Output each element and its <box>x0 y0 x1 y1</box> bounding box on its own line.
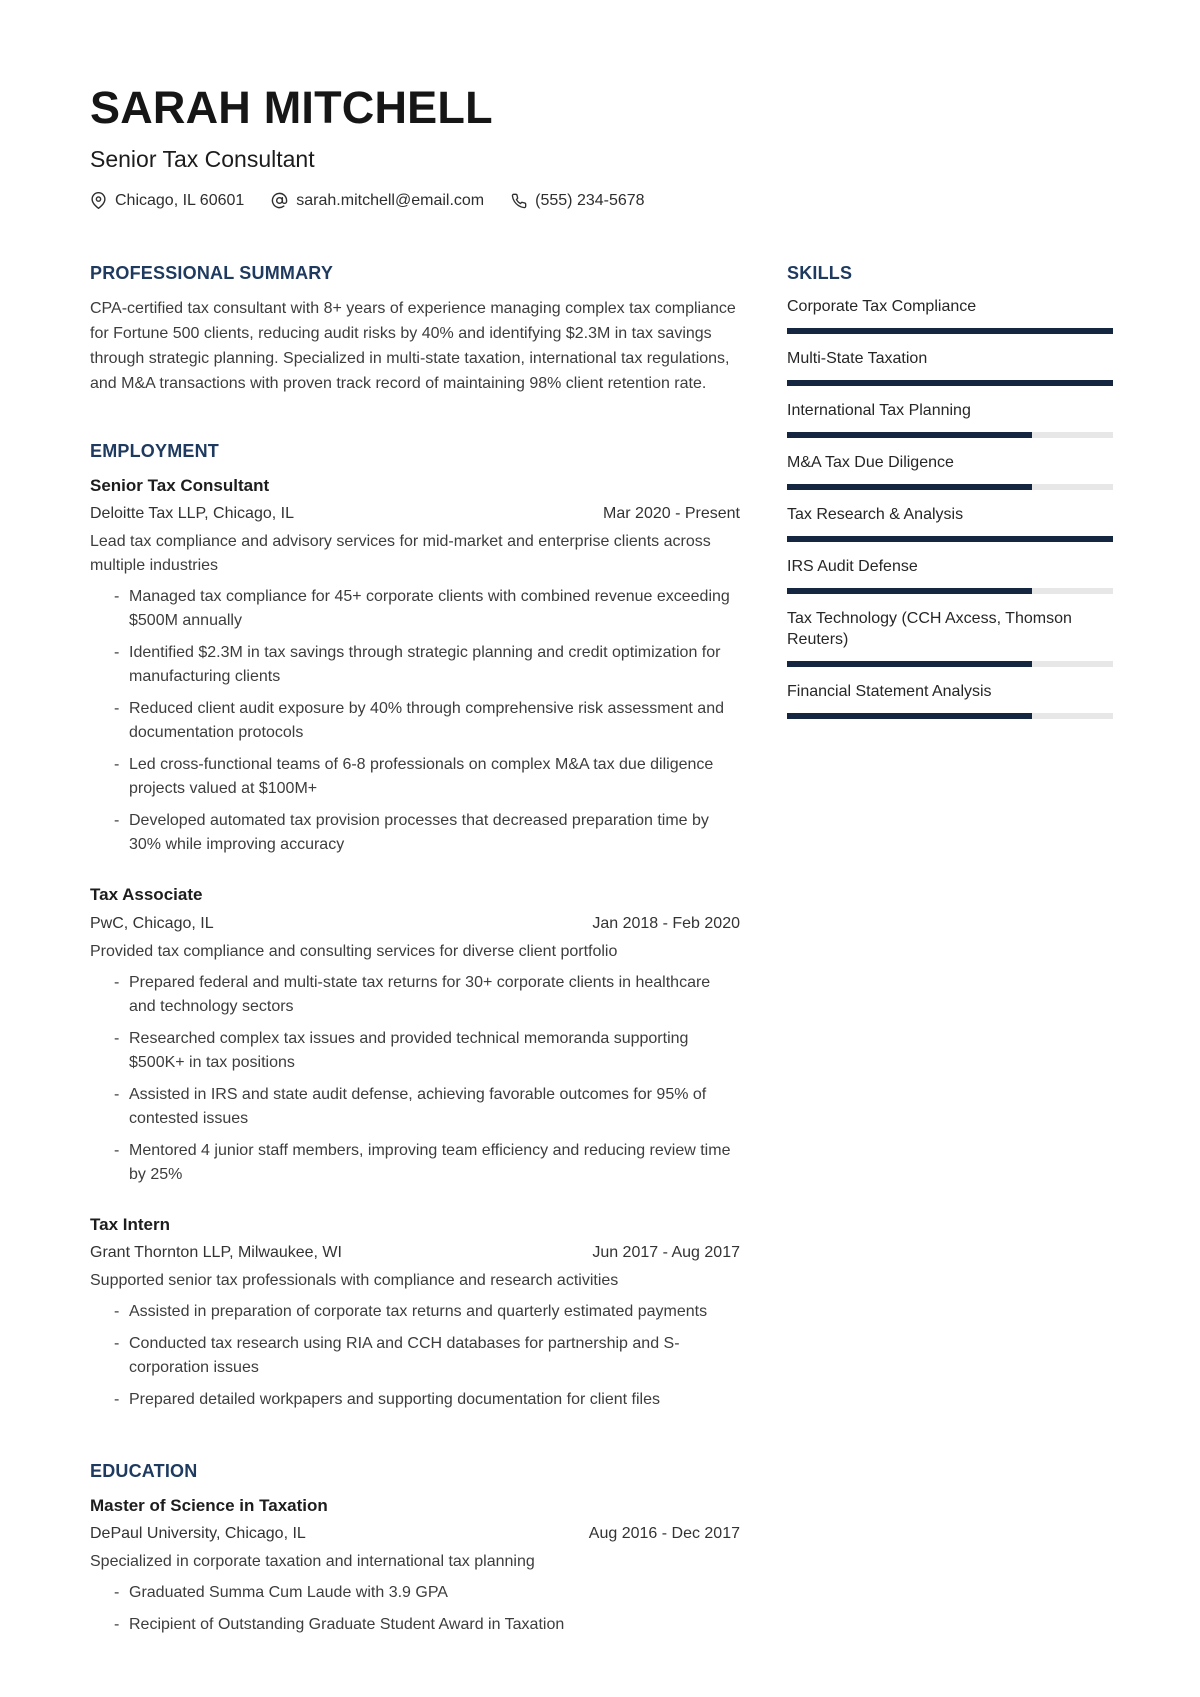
location-text: Chicago, IL 60601 <box>115 191 245 209</box>
school-name: DePaul University, Chicago, IL <box>90 1524 306 1542</box>
job-description: Supported senior tax professionals with compliance and research activities <box>90 1271 619 1289</box>
job-title: Tax Intern <box>90 1214 170 1234</box>
bullet-item: - Prepared detailed workpapers and supporting documentation for client files <box>114 1388 740 1412</box>
skill-label: Corporate Tax Compliance <box>787 298 977 316</box>
skill-label: International Tax Planning <box>787 402 971 420</box>
job-meta-row <box>90 503 740 525</box>
skill-item <box>787 348 1113 386</box>
skill-label: Multi-State Taxation <box>787 350 928 368</box>
summary-section <box>90 264 740 397</box>
email-text: sarah.mitchell@email.com <box>296 191 485 209</box>
bullet-item: - Graduated Summa Cum Laude with 3.9 GPA <box>114 1581 740 1605</box>
skill-item <box>787 452 1113 490</box>
skill-bar-track <box>787 588 1113 594</box>
contact-location <box>90 192 244 210</box>
education-entry <box>90 1495 740 1637</box>
skill-bar-fill <box>787 484 1032 490</box>
education-dates: Aug 2016 - Dec 2017 <box>588 1524 740 1542</box>
education-description: Specialized in corporate taxation and international tax planning <box>90 1552 535 1570</box>
job-company: Grant Thornton LLP, Milwaukee, WI <box>90 1243 342 1261</box>
contact-phone <box>511 192 644 210</box>
person-title: Senior Tax Consultant <box>90 146 315 173</box>
contact-row <box>90 192 1113 210</box>
map-pin-icon <box>90 192 107 209</box>
job-description: Provided tax compliance and consulting services for diverse client portfolio <box>90 942 618 960</box>
skill-bar-track <box>787 661 1113 667</box>
job-entry <box>90 884 740 1186</box>
contact-email <box>271 192 484 210</box>
job-description: Lead tax compliance and advisory services for mid-market and enterprise clients across multiple industries <box>90 533 711 575</box>
skill-label: M&A Tax Due Diligence <box>787 454 954 472</box>
skill-label: Tax Technology (CCH Axcess, Thomson Reuters) <box>787 610 1072 649</box>
bullet-item: - Assisted in IRS and state audit defense, achieving favorable outcomes for 95% of contested issues <box>114 1083 740 1131</box>
bullet-item: - Recipient of Outstanding Graduate Student Award in Taxation <box>114 1613 740 1637</box>
job-dates: Jan 2018 - Feb 2020 <box>592 914 740 932</box>
education-section <box>90 1462 740 1637</box>
bullet-item: - Prepared federal and multi-state tax returns for 30+ corporate clients in healthcare and technology sectors <box>114 971 740 1019</box>
bullet-item: - Conducted tax research using RIA and CCH databases for partnership and S-corporation issues <box>114 1332 740 1380</box>
summary-text: CPA-certified tax consultant with 8+ years of experience managing complex tax compliance for Fortune 500 clients, reducing audit risks by 40% and identifying $2.3M in tax savings through strategic planning. Specialized in multi-state taxation, international tax regulations, and M&A transactions with proven track record of maintaining 98% client retention rate. <box>90 300 736 393</box>
skill-label: IRS Audit Defense <box>787 558 918 576</box>
phone-icon <box>511 193 527 209</box>
skill-bar-track <box>787 380 1113 386</box>
skill-item <box>787 400 1113 438</box>
skills-sidebar <box>787 264 1113 1645</box>
skill-bar-fill <box>787 432 1032 438</box>
education-bullets <box>90 1581 740 1637</box>
skill-label: Financial Statement Analysis <box>787 683 992 701</box>
education-heading: EDUCATION <box>90 1460 198 1481</box>
bullet-item: - Mentored 4 junior staff members, improving team efficiency and reducing review time by 25% <box>114 1139 740 1187</box>
skill-item <box>787 504 1113 542</box>
at-sign-icon <box>271 192 288 209</box>
skill-bar-track <box>787 713 1113 719</box>
bullet-item: - Managed tax compliance for 45+ corporate clients with combined revenue exceeding $500M annually <box>114 585 740 633</box>
job-dates: Mar 2020 - Present <box>603 505 740 523</box>
job-title: Tax Associate <box>90 885 203 905</box>
job-dates: Jun 2017 - Aug 2017 <box>592 1243 740 1261</box>
skill-label: Tax Research & Analysis <box>787 506 964 524</box>
skill-bar-track <box>787 328 1113 334</box>
skill-bar-fill <box>787 713 1032 719</box>
skill-bar-fill <box>787 536 1113 542</box>
content-columns <box>90 264 1113 1645</box>
person-name: SARAH MITCHELL <box>90 82 493 133</box>
skill-bar-fill <box>787 588 1032 594</box>
skill-bar-track <box>787 536 1113 542</box>
bullet-item: - Developed automated tax provision processes that decreased preparation time by 30% while improving accuracy <box>114 809 740 857</box>
skill-bar-track <box>787 432 1113 438</box>
bullet-item: - Identified $2.3M in tax savings through strategic planning and credit optimization for manufacturing clients <box>114 641 740 689</box>
job-entry <box>90 1214 740 1412</box>
employment-section <box>90 442 740 1412</box>
skill-item <box>787 681 1113 719</box>
skill-bar-fill <box>787 380 1113 386</box>
bullet-item: - Researched complex tax issues and provided technical memoranda supporting $500K+ in tax positions <box>114 1027 740 1075</box>
skill-item <box>787 608 1113 667</box>
bullet-item: - Led cross-functional teams of 6-8 professionals on complex M&A tax due diligence projects valued at $100M+ <box>114 753 740 801</box>
job-meta-row <box>90 1242 740 1264</box>
skill-bar-track <box>787 484 1113 490</box>
degree-title: Master of Science in Taxation <box>90 1495 328 1515</box>
resume-header <box>90 84 1113 210</box>
bullet-item: - Assisted in preparation of corporate tax returns and quarterly estimated payments <box>114 1300 740 1324</box>
job-bullets <box>90 585 740 857</box>
job-bullets <box>90 971 740 1187</box>
skill-item <box>787 296 1113 334</box>
summary-heading: PROFESSIONAL SUMMARY <box>90 262 334 283</box>
skill-item <box>787 556 1113 594</box>
job-entry <box>90 475 740 857</box>
skill-bar-fill <box>787 328 1113 334</box>
education-meta-row <box>90 1523 740 1545</box>
job-title: Senior Tax Consultant <box>90 476 270 496</box>
job-company: PwC, Chicago, IL <box>90 914 214 932</box>
job-meta-row <box>90 913 740 935</box>
main-column <box>90 264 740 1645</box>
phone-text: (555) 234-5678 <box>535 191 645 209</box>
employment-heading: EMPLOYMENT <box>90 441 220 462</box>
job-bullets <box>90 1300 740 1412</box>
skills-heading: SKILLS <box>787 262 853 283</box>
skill-bar-fill <box>787 661 1032 667</box>
job-company: Deloitte Tax LLP, Chicago, IL <box>90 505 294 523</box>
bullet-item: - Reduced client audit exposure by 40% through comprehensive risk assessment and documentation protocols <box>114 697 740 745</box>
